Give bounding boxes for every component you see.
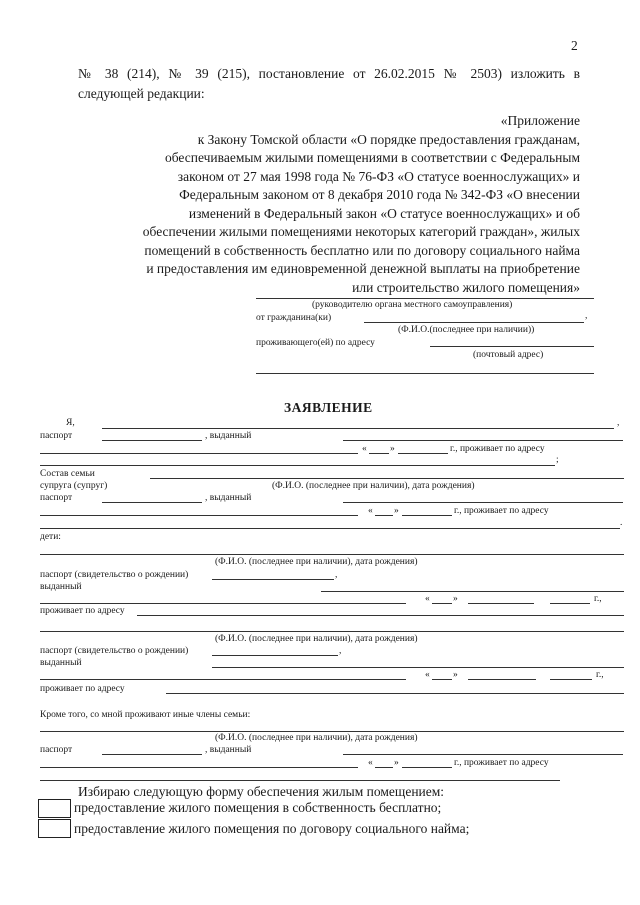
day-line[interactable]	[369, 453, 389, 454]
passport-label: паспорт	[40, 493, 73, 503]
other-caption: (Ф.И.О. (последнее при наличии), дата рождения)	[215, 733, 418, 743]
child2-issued-line-2[interactable]	[40, 679, 406, 680]
issued-by-line-2[interactable]	[40, 453, 358, 454]
residing-label: проживающего(ей) по адресу	[256, 338, 375, 348]
lives-at-label: проживает по адресу	[40, 606, 125, 616]
month-line[interactable]	[468, 603, 534, 604]
option-free-ownership-checkbox[interactable]	[38, 799, 71, 818]
passport-cert-label: паспорт (свидетельство о рождении)	[40, 570, 189, 580]
spouse-issued-line-2[interactable]	[40, 515, 358, 516]
year-lives-label: г., проживает по адресу	[454, 506, 549, 516]
child1-doc-line[interactable]	[212, 579, 334, 580]
appendix-line: обеспечиваемым жилыми помещениями в соответствии с Федеральным	[164, 150, 580, 165]
issued-by-line[interactable]	[343, 440, 623, 441]
quote-close: »	[394, 758, 399, 768]
spouse-label: супруга (супруг)	[40, 481, 108, 491]
child1-caption: (Ф.И.О. (последнее при наличии), дата рождения)	[215, 557, 418, 567]
head-caption: (руководителю органа местного самоуправления)	[312, 300, 513, 310]
appendix-line: «Приложение	[500, 113, 580, 128]
child1-issued-line-2[interactable]	[40, 603, 406, 604]
passport-label: паспорт	[40, 431, 73, 441]
appendix-line: законом от 27 мая 1998 года № 76-ФЗ «О статусе военнослужащих» и	[177, 168, 580, 184]
issued-plain-label: выданный	[40, 582, 82, 592]
document-title: ЗАЯВЛЕНИЕ	[284, 400, 373, 415]
address-line-1[interactable]	[430, 346, 594, 347]
appendix-line: и предоставления им единовременной денежной выплаты на приобретение	[146, 261, 580, 276]
spouse-address-line[interactable]	[40, 528, 620, 529]
child2-caption: (Ф.И.О. (последнее при наличии), дата рождения)	[215, 634, 418, 644]
year-line[interactable]	[550, 679, 592, 680]
child2-address-line[interactable]	[166, 693, 624, 694]
page-number: 2	[571, 38, 578, 53]
lives-at-label: проживает по адресу	[40, 684, 125, 694]
other-name-line[interactable]	[40, 731, 624, 732]
year-short-label: г.,	[596, 670, 604, 680]
from-fio-line[interactable]	[364, 322, 584, 323]
quote-open: «	[362, 444, 367, 454]
other-issued-line-2[interactable]	[40, 767, 358, 768]
option-social-lease-label: предоставление жилого помещения по договору социального найма;	[74, 821, 470, 836]
quote-close: »	[453, 594, 458, 604]
family-line[interactable]	[150, 478, 624, 479]
month-line[interactable]	[468, 679, 536, 680]
year-line[interactable]	[550, 603, 590, 604]
day-line[interactable]	[375, 515, 393, 516]
document-page: 2 № 38 (214), № 39 (215), постановление от 26.02.2015 № 2503) изложить в следующей редакции: «Приложение к Закону Томской области «О порядке предоставления гражданам, обеспечиваемым жилыми помещениями в соответствии с Федеральным законом от 27 мая 1998 года № 76-ФЗ «О статусе военнослужащих» и Федеральным законом от 8 декабря 2010 года № 342-ФЗ «О внесении изменений в Федеральный закон «О статусе военнослужащих» и об обеспечении жилыми помещениями некоторых категорий граждан», жилых помещений в собственность бесплатно или по договору социального найма и предоставления им единовременной денежной выплаты на приобретение или строительство жилого помещения» (руководителю органа местного самоуправления) от гражданина(ки) , (Ф.И.О.(последнее при наличии)) проживающего(ей) по адресу (почтовый адрес) ЗАЯВЛЕНИЕ Я, , паспорт , выданный « » г., проживает по адресу ; Состав семьи супруга (супруг) (Ф.И.О. (последнее при наличии), дата рождения) паспорт , выданный « » г., проживает по адресу . дети: (Ф.И.О. (последнее при наличии), дата рождения) паспорт (свидетельство о рождении) , выданный « » г., проживает по адресу (Ф.И.О. (последнее при наличии), дата рождения) паспорт (свидетельство о рождении) , выданный « » г., проживает по адресу Кроме того, со мной проживают иные члены семьи: (Ф.И.О. (последнее при наличии), дата рождения) паспорт , выданный « » г., проживает по адресу Избираю следующую форму обеспечения жилым помещением: предоставление жилого помещения в собственность бесплатно; предоставление жилого помещения по договору социального найма;	[40, 38, 623, 836]
option-social-lease-checkbox[interactable]	[38, 819, 71, 838]
quote-open: «	[368, 758, 373, 768]
day-line[interactable]	[432, 679, 452, 680]
quote-close: »	[453, 670, 458, 680]
month-year-line[interactable]	[402, 767, 452, 768]
intro-line: № 38 (214), № 39 (215), постановление от 26.02.2015 № 2503) изложить в	[78, 66, 580, 81]
issued-label: , выданный	[205, 431, 252, 441]
appendix-line: Федеральным законом от 8 декабря 2010 года № 342-ФЗ «О внесении	[179, 187, 580, 202]
applicant-name-line[interactable]	[102, 428, 614, 429]
quote-close: »	[390, 444, 395, 454]
month-year-line[interactable]	[402, 515, 452, 516]
day-line[interactable]	[375, 767, 393, 768]
quote-close: »	[394, 506, 399, 516]
head-name-line[interactable]	[256, 298, 594, 299]
child1-issued-line[interactable]	[321, 591, 624, 592]
children-label: дети:	[40, 532, 61, 542]
child1-address-line[interactable]	[137, 615, 624, 616]
appendix-heading	[100, 112, 580, 297]
other-issued-line[interactable]	[343, 754, 623, 755]
year-short-label: г.,	[594, 594, 602, 604]
appendix-line: к Закону Томской области «О порядке предоставления гражданам,	[197, 131, 580, 147]
issued-plain-label: выданный	[40, 658, 82, 668]
passport-number-line[interactable]	[102, 440, 202, 441]
child1-name-line[interactable]	[40, 554, 624, 555]
family-label: Состав семьи	[40, 469, 95, 479]
appendix-line: обеспечении жилыми помещениями некоторых категорий граждан», жилых	[142, 224, 580, 239]
spouse-passport-line[interactable]	[102, 502, 202, 503]
issued-label: , выданный	[205, 745, 252, 755]
passport-cert-label: паспорт (свидетельство о рождении)	[40, 646, 189, 656]
other-address-line[interactable]	[40, 780, 560, 781]
fio-caption: (Ф.И.О.(последнее при наличии))	[398, 325, 535, 335]
issued-label: , выданный	[205, 493, 252, 503]
appendix-line: или строительство жилого помещения»	[352, 279, 580, 295]
intro-line: следующей редакции:	[78, 86, 205, 101]
choice-heading: Избираю следующую форму обеспечения жилым помещением:	[78, 784, 445, 799]
from-label: от гражданина(ки)	[256, 313, 332, 323]
child2-issued-line[interactable]	[212, 667, 624, 668]
passport-label: паспорт	[40, 745, 73, 755]
appendix-line: помещений в собственность бесплатно или по договору социального найма	[144, 242, 580, 258]
others-label: Кроме того, со мной проживают иные члены семьи:	[40, 710, 251, 720]
postal-caption: (почтовый адрес)	[473, 350, 544, 360]
intro-paragraph	[78, 64, 580, 104]
other-passport-line[interactable]	[102, 754, 202, 755]
year-lives-label: г., проживает по адресу	[454, 758, 549, 768]
spouse-caption: (Ф.И.О. (последнее при наличии), дата рождения)	[272, 481, 475, 491]
spouse-issued-line[interactable]	[343, 502, 623, 503]
i-label: Я,	[66, 418, 75, 428]
year-lives-label: г., проживает по адресу	[450, 444, 545, 454]
option-free-ownership-label: предоставление жилого помещения в собственность бесплатно;	[74, 800, 442, 815]
appendix-line: изменений в Федеральный закон «О статусе военнослужащих» и об	[188, 205, 580, 221]
quote-open: «	[368, 506, 373, 516]
quote-open: «	[425, 594, 430, 604]
child2-name-line[interactable]	[40, 631, 624, 632]
month-year-line[interactable]	[398, 453, 448, 454]
day-line[interactable]	[432, 603, 452, 604]
quote-open: «	[425, 670, 430, 680]
applicant-address-line[interactable]	[40, 465, 555, 466]
child2-doc-line[interactable]	[212, 655, 338, 656]
address-line-2[interactable]	[256, 373, 594, 374]
